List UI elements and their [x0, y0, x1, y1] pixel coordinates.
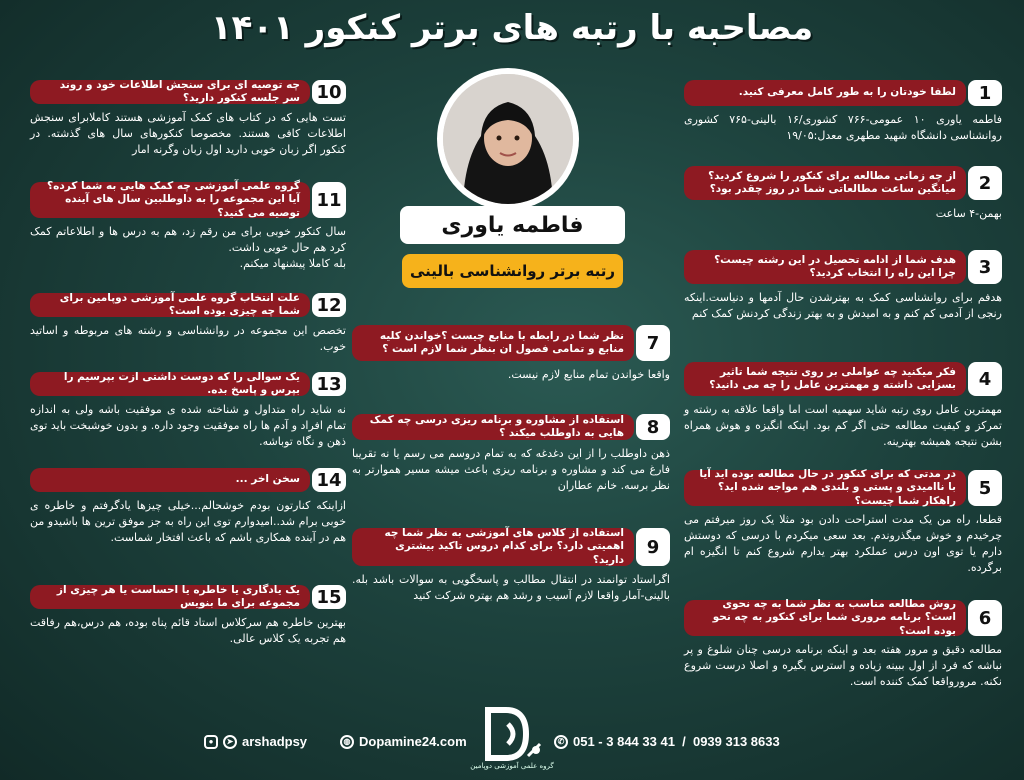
- qa-item-15: [30, 585, 346, 647]
- question-number: 12: [312, 293, 346, 317]
- qa-item-3: [684, 250, 1002, 322]
- question-text: از چه زمانی مطالعه برای کنکور را شروع کردید؟ میانگین ساعت مطالعاتی شما در روز چقدر بود؟: [684, 166, 966, 200]
- page-title: مصاحبه با رتبه های برتر کنکور ۱۴۰۱: [210, 8, 814, 48]
- phone-numbers[interactable]: [554, 734, 780, 749]
- answer-text: واقعا خواندن تمام منابع لازم نیست.: [507, 368, 670, 381]
- question-number: 14: [312, 468, 346, 492]
- question-text: در مدتی که برای کنکور در حال مطالعه بوده اید آیا با ناامیدی و پستی و بلندی هم مواجه شده اید؟ راهکار شما چیست؟: [684, 470, 966, 506]
- qa-item-7: [352, 325, 670, 383]
- question-number: 2: [968, 166, 1002, 200]
- instagram-icon: ●: [204, 735, 218, 749]
- qa-item-9: [352, 528, 670, 604]
- answer-text: فاطمه یاوری ۱۰ عمومی-۷۶۶ کشوری/۱۶ بالینی-۷۶۵ کشوری روانشناسی دانشگاه شهید مطهری معدل:۱۹/۰۵: [684, 113, 1002, 142]
- question-text: یک سوالی را که دوست داشتی ازت بپرسیم را بپرس و پاسخ بده.: [30, 372, 310, 396]
- question-number: 5: [968, 470, 1002, 506]
- question-number: 4: [968, 362, 1002, 396]
- phone-text: 051 - 3 844 33 41 / 0939 313 8633: [573, 734, 780, 749]
- phone-icon: ✆: [554, 735, 568, 749]
- question-number: 13: [312, 372, 346, 396]
- answer-text: اگراستاد توانمند در انتقال مطالب و پاسخگویی به سوالات باشد بله. بالینی-آمار واقعا لازم آسیب و رشد هم بهتره شرکت کنید: [352, 573, 670, 602]
- question-text: یک یادگاری یا خاطره یا احساست یا هر چیزی از مجموعه برای ما بنویس: [30, 585, 310, 609]
- dopamine-logo-icon: [478, 704, 546, 768]
- question-number: 1: [968, 80, 1002, 106]
- qa-item-2: [684, 166, 1002, 222]
- qa-item-10: [30, 80, 346, 158]
- question-text: استفاده از مشاوره و برنامه ریزی درسی چه کمک هایی به داوطلب میکند ؟: [352, 414, 634, 440]
- website-text: Dopamine24.com: [359, 734, 467, 749]
- globe-icon: ◍: [340, 735, 354, 749]
- question-number: 9: [636, 528, 670, 566]
- question-text: روش مطالعه مناسب به نظر شما به چه نحوی است؟ برنامه مروری شما برای کنکور به چه نحو بوده است؟: [684, 600, 966, 636]
- social-handle-text: arshadpsy: [242, 734, 308, 749]
- qa-item-11: [30, 182, 346, 272]
- answer-text: مهمترین عامل روی رتبه شاید سهمیه است اما واقعا علاقه به رشته و تمرکز و کیفیت مطالعه حتی اگر کم بود. اینکه انگیزه و هوش همراه بشن نتیجه همیشه بهترینه.: [684, 403, 1002, 448]
- question-number: 10: [312, 80, 346, 104]
- telegram-icon: ➤: [223, 735, 237, 749]
- question-number: 6: [968, 600, 1002, 636]
- answer-text: قطعا، راه من یک مدت استراحت دادن بود مثلا یک روز میرفتم می چرخیدم و خوش میگذروندم. بعد سعی میکردم با درسی که دوستش دارم یا توی اون درس عملکرد بهتر یدارم شروع کنم تا انگیزه ام برگرده.: [684, 513, 1002, 574]
- answer-text: بهمن-۴ ساعت: [935, 207, 1002, 220]
- answer-text: تخصص این مجموعه در روانشناسی و رشته های مربوطه و اساتید خوب.: [30, 324, 346, 353]
- qa-item-8: [352, 414, 670, 494]
- answer-text: هدفم برای روانشناسی کمک به بهترشدن حال آدمها و دنیاست.اینکه رنجی از آدمی کم کنم و به امیدش و به بهتر زندگی کردنش کمک کنم: [684, 291, 1002, 320]
- answer-text: تست هایی که در کتاب های کمک آموزشی هستند کاملابرای سنجش اطلاعات کافی هستند. مخصوصا کنکورهای سال های گذشته. در کنکور اگر زبان خوبی دارید اول زبان وگرنه امار: [30, 111, 346, 156]
- question-text: لطفا خودتان را به طور کامل معرفی کنید.: [684, 80, 966, 106]
- portrait-image: [443, 74, 573, 204]
- profile-role: رتبه برتر روانشناسی بالینی: [402, 254, 623, 288]
- question-number: 8: [636, 414, 670, 440]
- answer-text: ذهن داوطلب را از این دغدغه که به تمام دروسم می رسم یا نه تقریبا فارغ می کند و مشاوره و برنامه ریزی باعث میشه مسیر هموارتر به نظر برسه. خانم عطاران: [352, 447, 670, 492]
- website-link[interactable]: [340, 734, 467, 749]
- question-text: علت انتخاب گروه علمی آموزشی دوپامین برای شما چه چیزی بوده است؟: [30, 293, 310, 317]
- social-handle[interactable]: [204, 734, 307, 749]
- question-number: 15: [312, 585, 346, 609]
- question-number: 11: [312, 182, 346, 218]
- footer: [0, 700, 1024, 780]
- question-text: گروه علمی آموزشی چه کمک هایی به شما کرده؟ آیا این مجموعه را به داوطلبین سال های آینده توصیه می کنید؟: [30, 182, 310, 218]
- question-text: هدف شما از ادامه تحصیل در این رشته چیست؟ چرا این راه را انتخاب کردید؟: [684, 250, 966, 284]
- question-text: سخن اخر ...: [30, 468, 310, 492]
- question-number: 7: [636, 325, 670, 361]
- question-text: چه توصیه ای برای سنجش اطلاعات خود و روند سر جلسه کنکور دارید؟: [30, 80, 310, 104]
- answer-text: بهترین خاطره هم سرکلاس استاد قائم پناه بوده، هم درس،هم رفاقت هم تجربه یک کلاس عالی.: [30, 616, 346, 645]
- qa-item-4: [684, 362, 1002, 450]
- qa-item-13: [30, 372, 346, 450]
- question-text: فکر میکنید چه عواملی بر روی نتیجه شما تاثیر بسزایی داشته و مهمترین عامل را چه می دانید؟: [684, 362, 966, 396]
- qa-item-14: [30, 468, 346, 546]
- profile-name: فاطمه یاوری: [400, 206, 625, 244]
- question-number: 3: [968, 250, 1002, 284]
- answer-text: سال کنکور خوبی برای من رقم زد، هم به درس ها و اطلاعاتم کمک کرد هم حال خوبی داشت. بله کاملا پیشنهاد میکنم.: [30, 225, 346, 270]
- answer-text: ازاینکه کنارتون بودم خوشحالم...خیلی چیزها یادگرفتم و خاطره ی خوبی برام شد..امیدوارم توی این راه به جز موفق ترین ها باشیدو من هم در آینده همکاری باشم که باعث افتخار شماست.: [30, 499, 346, 544]
- question-text: نظر شما در رابطه با منابع چیست ؟خواندن کلیه منابع و تمامی فصول ان بنظر شما لازم است ؟: [352, 325, 634, 361]
- qa-item-5: [684, 470, 1002, 576]
- answer-text: مطالعه دقیق و مرور هفته بعد و اینکه برنامه درسی چنان شلوغ و پر نباشه که فرد از اول ببینه زیاده و استرس بگیره و اصلا درست شروع نکنه. مرورواقعا کمک کننده است.: [684, 643, 1002, 688]
- qa-item-12: [30, 293, 346, 355]
- avatar: [437, 68, 579, 210]
- question-text: استفاده از کلاس های آموزشی به نظر شما چه اهمیتی دارد؟ برای کدام دروس تاکید بیشتری دارید؟: [352, 528, 634, 566]
- answer-text: نه شاید راه متداول و شناخته شده ی موفقیت باشه ولی به اندازه تمام افراد و آدم ها راه موفقیت وجود داره. و بدون خوشبخت باید توی ذهن و نگاه توباشه.: [30, 403, 346, 448]
- qa-item-1: [684, 80, 1002, 144]
- logo-caption: گروه علمی آموزشی دوپامین: [470, 762, 554, 770]
- qa-item-6: [684, 600, 1002, 690]
